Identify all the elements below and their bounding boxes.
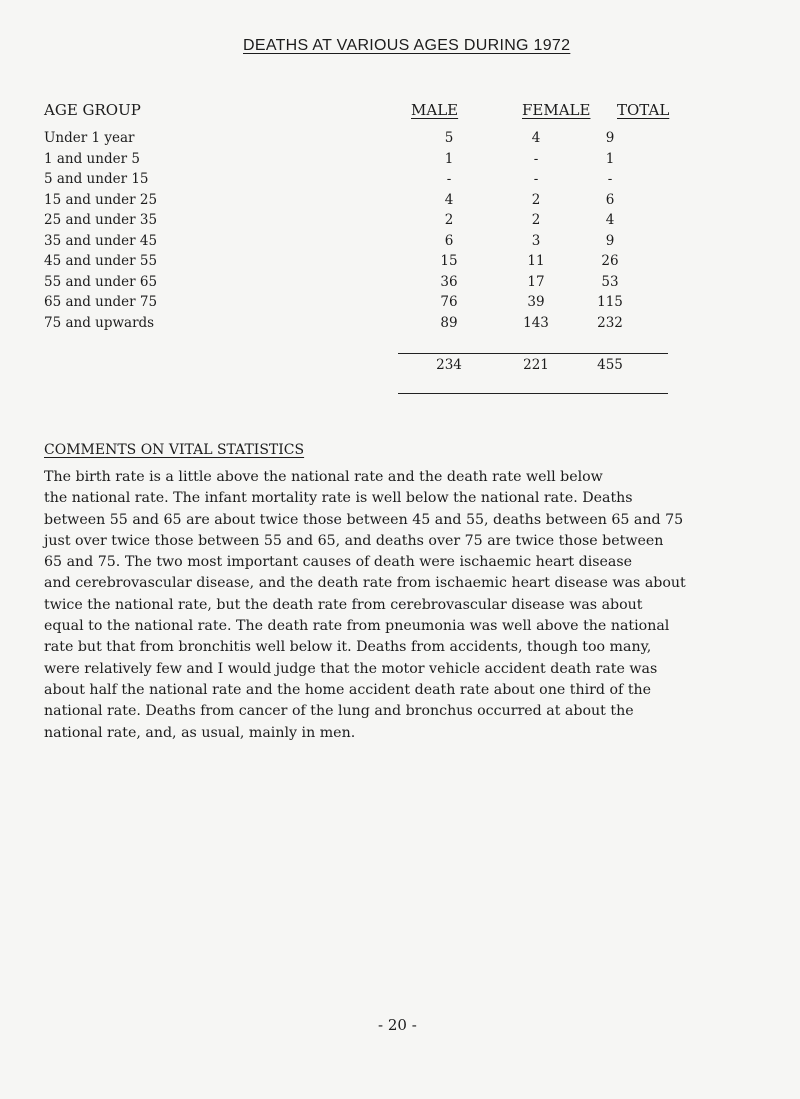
male-cell: 15 <box>440 253 458 269</box>
header-male: MALE <box>411 101 459 119</box>
age-group-cell: 25 and under 35 <box>44 212 158 228</box>
total-cell: 4 <box>605 212 615 228</box>
total-female: 221 <box>523 357 549 373</box>
female-cell: 2 <box>531 212 541 228</box>
header-female: FEMALE <box>522 101 591 119</box>
total-cell: 53 <box>601 273 619 290</box>
male-cell: 1 <box>444 150 454 167</box>
comments-body: The birth rate is a little above the national rate and the death rate well below the national rate. The infant mortality rate is well below the national rate. Deaths between 55 and 65 are about twice those between 45 and 55, deaths between 65 and 75 just over twice those between 55 and 65, and deaths over 75 are twice those between 65 and 75. The two most important causes of death were ischaemic heart disease and cerebrovascular disease, and the death rate from ischaemic heart disease was about twice the national rate, but the death rate from cerebrovascular disease was about equal to the national rate. The death rate from pneumonia was well above the national rate but that from bronchitis well below it. Deaths from accidents, though too many, were relatively few and I would judge that the motor vehicle accident death rate was about half the national rate and the home accident death rate about one third of the national rate. Deaths from cancer of the lung and bronchus occurred at about the national rate, and, as usual, mainly in men. <box>44 469 686 741</box>
male-cell: 89 <box>440 314 458 331</box>
age-group-cell: Under 1 year <box>44 130 135 146</box>
total-cell: 115 <box>597 294 623 310</box>
female-cell: 17 <box>527 273 545 290</box>
total-cell: 232 <box>597 314 623 331</box>
age-group-cell: 55 and under 65 <box>44 273 158 290</box>
subtotal-rule <box>398 353 668 354</box>
total-male: 234 <box>436 357 462 373</box>
total-cell: 1 <box>605 150 615 167</box>
male-cell: - <box>446 171 452 187</box>
total-all: 455 <box>597 357 623 373</box>
female-cell: 3 <box>531 232 541 249</box>
page-number: - 20 - <box>378 1016 417 1034</box>
age-group-cell: 35 and under 45 <box>44 232 158 249</box>
header-age-group: AGE GROUP <box>44 101 141 119</box>
age-group-cell: 5 and under 15 <box>44 171 149 187</box>
total-cell: 9 <box>605 130 615 146</box>
age-group-cell: 15 and under 25 <box>44 191 158 208</box>
female-cell: 11 <box>527 253 545 269</box>
female-cell: - <box>533 150 539 167</box>
total-cell: - <box>607 171 613 187</box>
female-cell: - <box>533 171 539 187</box>
age-group-cell: 75 and upwards <box>44 314 155 331</box>
male-cell: 4 <box>444 191 454 208</box>
total-cell: 9 <box>605 232 615 249</box>
male-cell: 5 <box>444 130 454 146</box>
female-cell: 143 <box>523 314 549 331</box>
female-cell: 2 <box>531 191 541 208</box>
female-cell: 39 <box>527 294 545 310</box>
female-cell: 4 <box>531 130 541 146</box>
total-rule <box>398 393 668 394</box>
document-title: DEATHS AT VARIOUS AGES DURING 1972 <box>243 37 571 54</box>
age-group-cell: 45 and under 55 <box>44 253 158 269</box>
comments-heading: COMMENTS ON VITAL STATISTICS <box>44 442 305 458</box>
age-group-cell: 65 and under 75 <box>44 294 158 310</box>
male-cell: 6 <box>444 232 454 249</box>
age-group-cell: 1 and under 5 <box>44 150 140 167</box>
header-total: TOTAL <box>617 101 670 119</box>
male-cell: 36 <box>440 273 458 290</box>
male-cell: 2 <box>444 212 454 228</box>
total-cell: 6 <box>605 191 615 208</box>
male-cell: 76 <box>440 294 458 310</box>
total-cell: 26 <box>601 253 619 269</box>
